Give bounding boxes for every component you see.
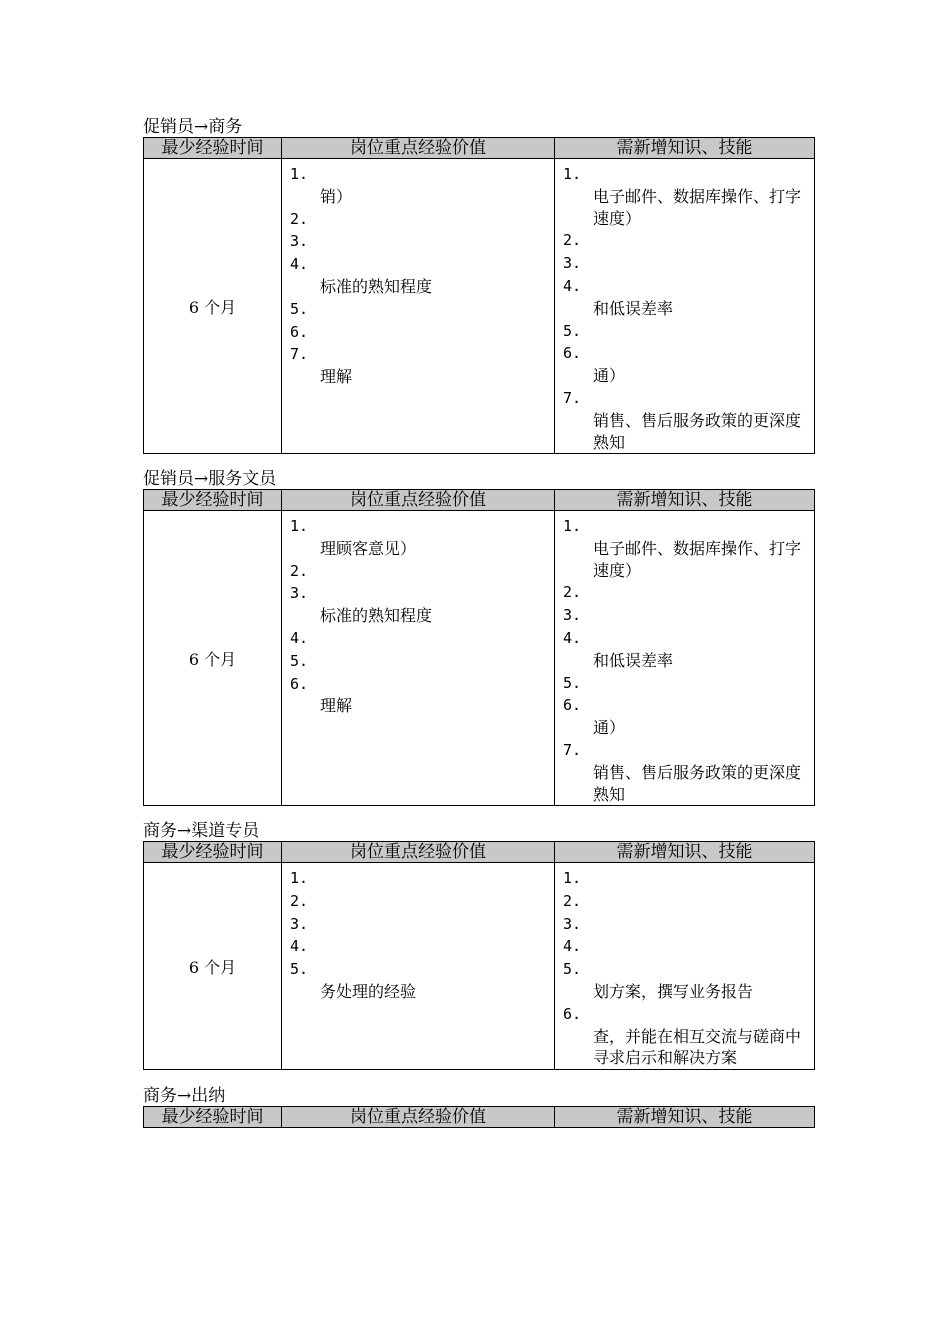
- list-item: [563, 342, 808, 387]
- section-title: 商务→渠道专员: [143, 821, 260, 841]
- item-number: 5.: [290, 299, 309, 318]
- list-item: [563, 229, 808, 252]
- item-number: 3.: [563, 254, 582, 273]
- table-row: [144, 159, 815, 454]
- header-value: 岗位重点经验价值: [282, 138, 555, 159]
- list-item: [563, 581, 808, 604]
- list-item: [563, 275, 808, 320]
- header-value: 岗位重点经验价值: [282, 842, 555, 863]
- header-value: 岗位重点经验价值: [282, 1107, 555, 1128]
- skills-list: [555, 159, 814, 453]
- item-number: 7.: [563, 388, 582, 407]
- item-number: 5.: [563, 960, 582, 979]
- table-row: [144, 863, 815, 1070]
- header-time: 最少经验时间: [144, 490, 282, 511]
- list-item: [290, 673, 548, 718]
- value-list: [282, 159, 554, 388]
- item-number: 3.: [290, 232, 309, 251]
- item-number: 2.: [290, 209, 309, 228]
- item-number: 5.: [290, 651, 309, 670]
- section-2: [143, 469, 814, 806]
- item-number: 4.: [290, 628, 309, 647]
- skills-cell: [555, 863, 815, 1070]
- section-title: 促销员→服务文员: [143, 469, 277, 489]
- header-skills: 需新增知识、技能: [555, 490, 815, 511]
- item-text: 销）: [320, 186, 353, 206]
- list-item: [563, 252, 808, 275]
- list-item: [563, 163, 808, 229]
- item-text: 电子邮件、数据库操作、打字速度）: [593, 538, 802, 580]
- list-item: [563, 1003, 808, 1069]
- item-text: 和低误差率: [593, 298, 674, 318]
- item-number: 1.: [563, 517, 582, 535]
- value-cell: [282, 159, 555, 454]
- item-text: 标准的熟知程度: [320, 606, 433, 626]
- item-number: 3.: [563, 914, 582, 933]
- item-number: 7.: [290, 345, 309, 364]
- item-text: 理顾客意见）: [320, 538, 417, 558]
- item-text: 理解: [320, 367, 353, 387]
- value-cell: [282, 863, 555, 1070]
- list-item: [563, 913, 808, 936]
- value-list: [282, 863, 554, 1003]
- item-number: 2.: [563, 891, 582, 910]
- header-skills: 需新增知识、技能: [555, 138, 815, 159]
- list-item: [563, 935, 808, 958]
- list-item: [563, 672, 808, 695]
- list-item: [290, 890, 548, 913]
- list-item: [290, 321, 548, 344]
- list-item: [563, 627, 808, 672]
- list-item: [563, 867, 808, 890]
- career-table: [143, 489, 815, 806]
- item-number: 6.: [290, 674, 309, 693]
- item-number: 1.: [290, 869, 309, 887]
- table-row: [144, 511, 815, 806]
- header-row: [144, 138, 815, 159]
- skills-cell: [555, 511, 815, 806]
- item-number: 3.: [290, 914, 309, 933]
- header-value: 岗位重点经验价值: [282, 490, 555, 511]
- section-4: [143, 1086, 814, 1128]
- list-item: [290, 627, 548, 650]
- item-number: 6.: [290, 322, 309, 341]
- item-number: 6.: [563, 344, 582, 363]
- item-text: 查，并能在相互交流与磋商中寻求启示和解决方案: [593, 1026, 802, 1068]
- header-row: [144, 1107, 815, 1128]
- time-cell: 6 个月: [144, 159, 282, 454]
- item-number: 4.: [290, 255, 309, 274]
- item-number: 3.: [290, 584, 309, 603]
- section-title: 商务→出纳: [143, 1086, 226, 1106]
- item-number: 2.: [563, 231, 582, 250]
- item-text: 理解: [320, 696, 353, 716]
- header-time: 最少经验时间: [144, 1107, 282, 1128]
- value-cell: [282, 511, 555, 806]
- item-number: 1.: [563, 165, 582, 183]
- list-item: [290, 650, 548, 673]
- list-item: [290, 230, 548, 253]
- item-number: 5.: [563, 321, 582, 340]
- item-text: 通）: [593, 366, 626, 386]
- list-item: [290, 958, 548, 1003]
- item-number: 6.: [563, 1004, 582, 1023]
- item-text: 划方案，撰写业务报告: [593, 981, 754, 1001]
- item-number: 2.: [290, 891, 309, 910]
- header-time: 最少经验时间: [144, 138, 282, 159]
- list-item: [290, 208, 548, 231]
- item-number: 5.: [290, 960, 309, 979]
- item-text: 和低误差率: [593, 650, 674, 670]
- list-item: [290, 935, 548, 958]
- value-list: [282, 511, 554, 717]
- item-text: 务处理的经验: [320, 981, 417, 1001]
- item-text: 销售、售后服务政策的更深度熟知: [593, 410, 802, 452]
- section-1: [143, 117, 814, 454]
- list-item: [290, 913, 548, 936]
- list-item: [563, 320, 808, 343]
- list-item: [563, 739, 808, 805]
- item-text: 电子邮件、数据库操作、打字速度）: [593, 186, 802, 228]
- list-item: [290, 867, 548, 890]
- item-number: 1.: [563, 869, 582, 887]
- time-cell: 6 个月: [144, 511, 282, 806]
- item-number: 1.: [290, 517, 309, 535]
- item-number: 6.: [563, 696, 582, 715]
- item-number: 2.: [563, 583, 582, 602]
- career-table: [143, 841, 815, 1070]
- list-item: [563, 890, 808, 913]
- item-number: 4.: [290, 937, 309, 956]
- header-time: 最少经验时间: [144, 842, 282, 863]
- item-number: 1.: [290, 165, 309, 183]
- section-3: [143, 821, 814, 1070]
- item-text: 通）: [593, 718, 626, 738]
- item-number: 4.: [563, 628, 582, 647]
- list-item: [563, 515, 808, 581]
- list-item: [563, 387, 808, 453]
- list-item: [290, 515, 548, 560]
- item-number: 2.: [290, 561, 309, 580]
- career-table: [143, 137, 815, 454]
- item-text: 标准的熟知程度: [320, 276, 433, 296]
- item-number: 5.: [563, 673, 582, 692]
- header-row: [144, 842, 815, 863]
- skills-list: [555, 511, 814, 805]
- header-skills: 需新增知识、技能: [555, 842, 815, 863]
- header-skills: 需新增知识、技能: [555, 1107, 815, 1128]
- section-title: 促销员→商务: [143, 117, 243, 137]
- item-number: 4.: [563, 937, 582, 956]
- list-item: [290, 582, 548, 627]
- career-table: [143, 1106, 815, 1128]
- skills-cell: [555, 159, 815, 454]
- list-item: [563, 958, 808, 1003]
- header-row: [144, 490, 815, 511]
- item-number: 4.: [563, 276, 582, 295]
- item-number: 3.: [563, 606, 582, 625]
- list-item: [563, 694, 808, 739]
- time-cell: 6 个月: [144, 863, 282, 1070]
- list-item: [290, 253, 548, 298]
- list-item: [563, 604, 808, 627]
- item-number: 7.: [563, 740, 582, 759]
- list-item: [290, 343, 548, 388]
- list-item: [290, 163, 548, 208]
- skills-list: [555, 863, 814, 1069]
- item-text: 销售、售后服务政策的更深度熟知: [593, 762, 802, 804]
- list-item: [290, 560, 548, 583]
- list-item: [290, 298, 548, 321]
